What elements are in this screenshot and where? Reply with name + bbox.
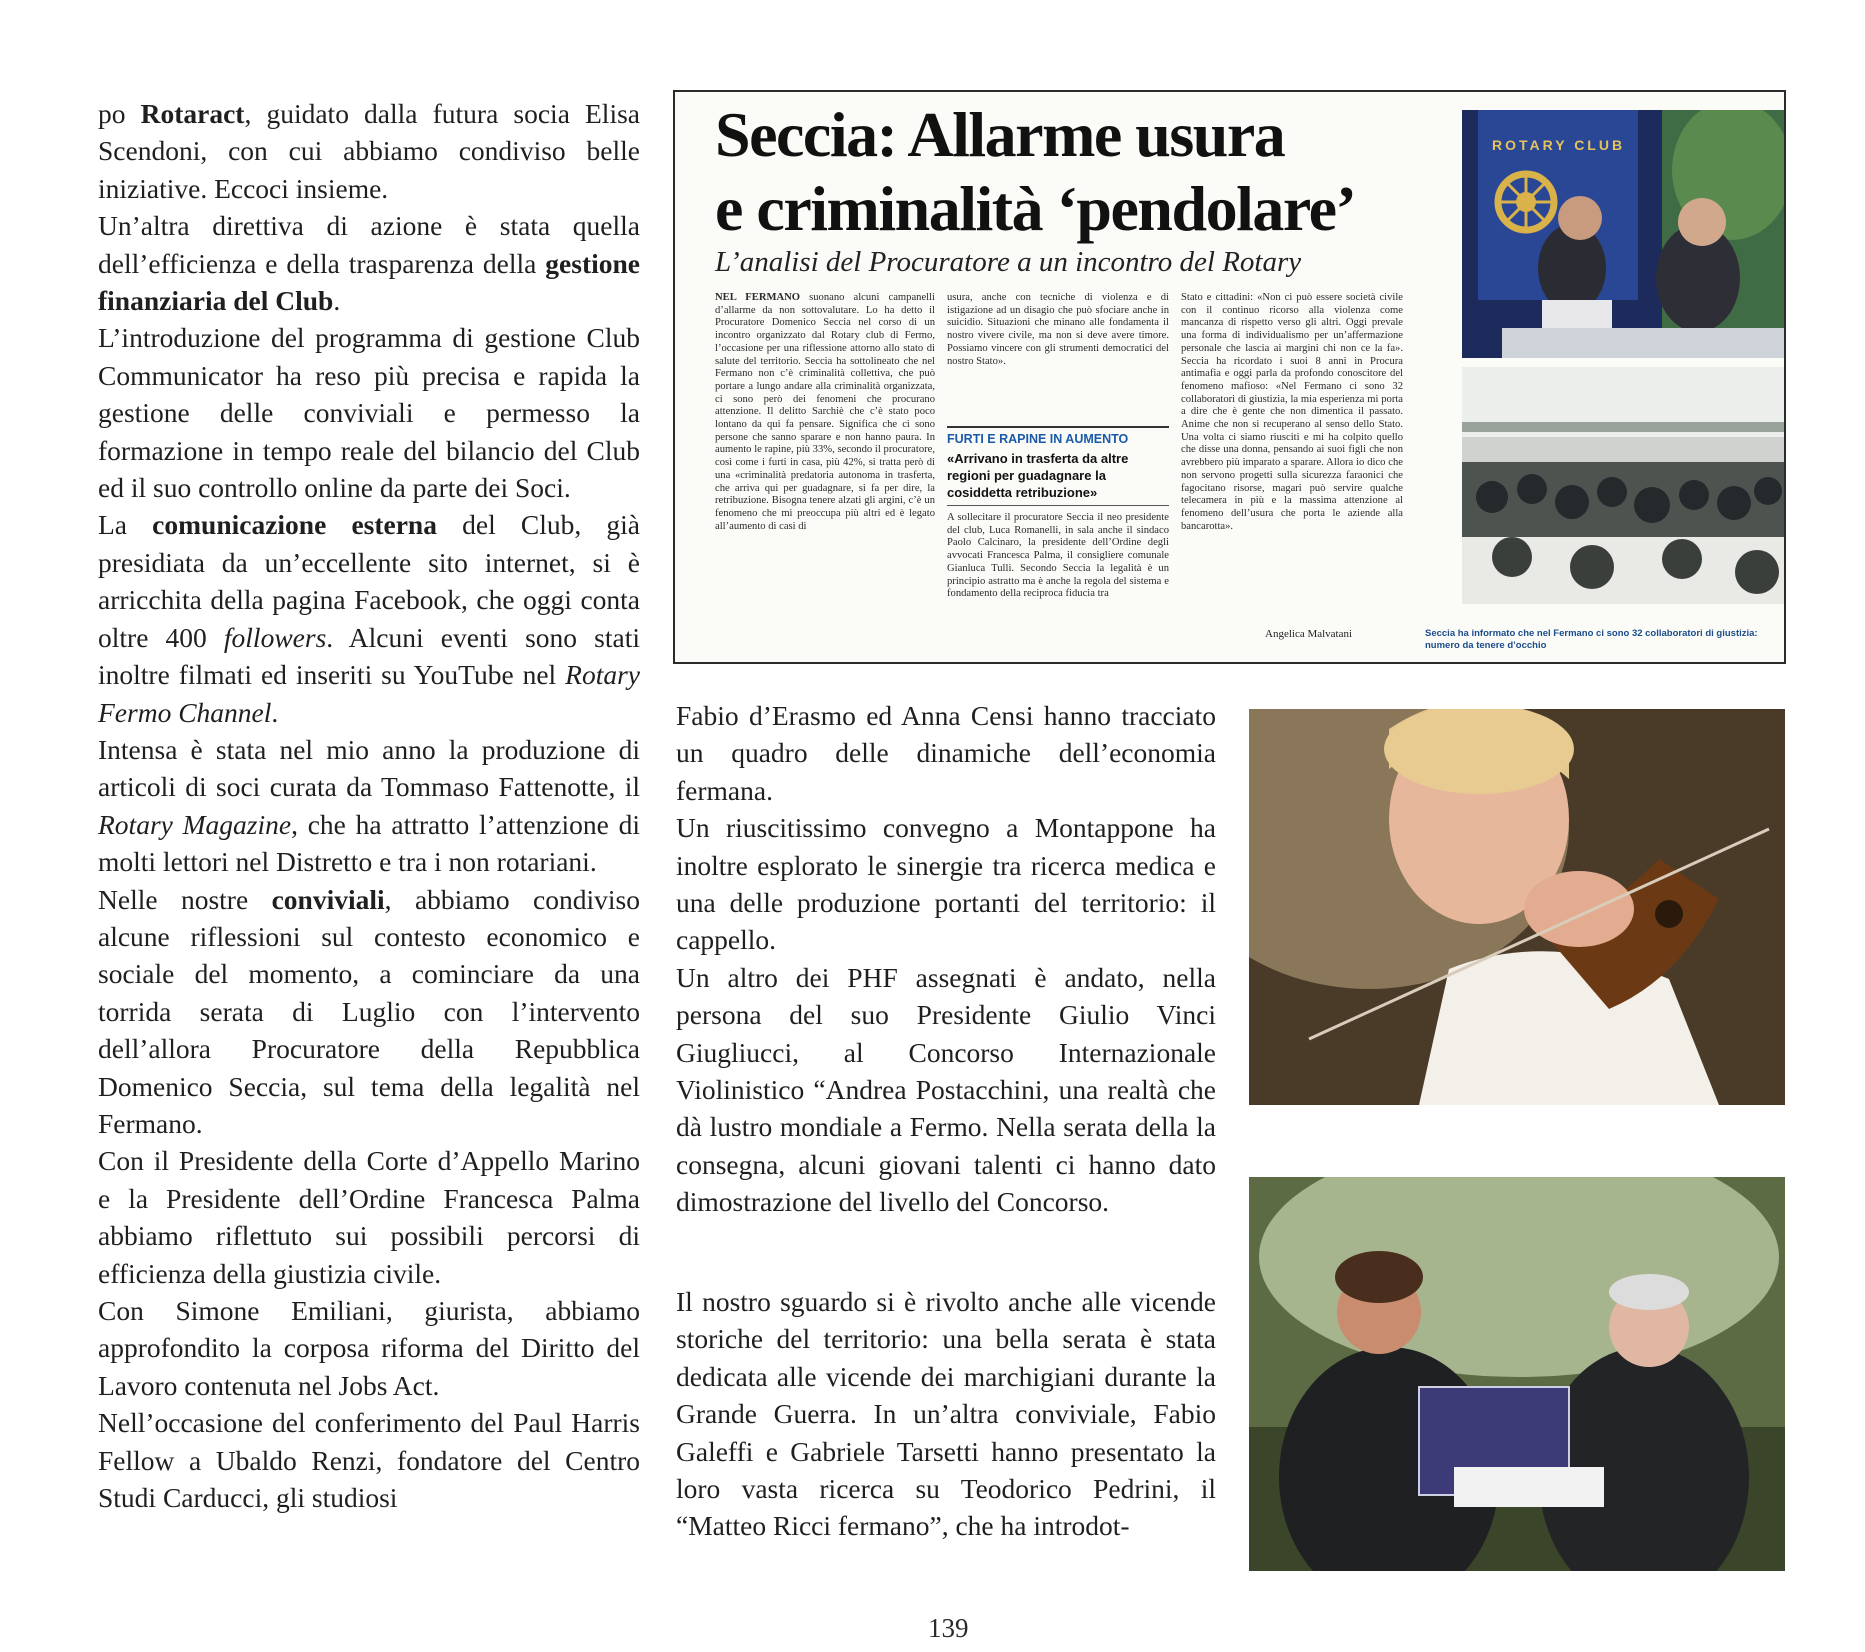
text-run: del Club, già presidiata da un’eccellente sito internet, si è arricchita della pagina Facebook, che oggi conta oltre 400 <box>98 509 640 653</box>
middle-text-column <box>676 697 1216 1221</box>
photo-violinist-art <box>1249 709 1785 1105</box>
divider <box>947 505 1169 506</box>
photo-rotary-art <box>1462 110 1784 358</box>
text-run: , abbiamo condiviso alcune riflessioni sul contesto economico e sociale del momento, a cominciare da una torrida serata di Luglio con l’intervento dell’allora Procuratore della Repubblica Domenico Seccia, sul tema della legalità nel Fermano. <box>98 883 640 1139</box>
text-run: , guidato dalla futura socia Elisa Scendoni, con cui abbiamo condiviso belle iniziative. Eccoci insieme. <box>98 98 640 204</box>
paragraph <box>98 506 640 730</box>
paragraph: Con il Presidente della Corte d’Appello Marino e la Presidente dell’Ordine Francesca Palma abbiamo riflettuto sui possibili percorsi di efficienza della giustizia civile. <box>98 1145 640 1289</box>
paragraph: Fabio d’Erasmo ed Anna Censi hanno tracciato un quadro delle dinamiche dell’economia fermana. <box>676 700 1216 806</box>
clipping-column: usura, anche con tecniche di violenza e di istigazione ad un disagio che può sfociare anche in suicidio. Situazioni che minano alle fondamenta il nostro vivere civile, ma non si deve avere timore. Possiamo vincere con gli strumenti democratici del nostro Stato». <box>947 292 1169 367</box>
text-run: , che ha attratto l’attenzione di molti lettori nel Distretto e tra i non rotariani. <box>98 808 640 878</box>
photo-dinner-art <box>1462 367 1784 604</box>
box-title: «Arrivano in trasferta da altre regioni per guadagnare la cosiddetta retribuzione» <box>947 451 1129 500</box>
box-kicker: FURTI E RAPINE IN AUMENTO <box>947 432 1129 446</box>
headline-line: e criminalità ‘pendolare’ <box>715 173 1356 244</box>
text-run: suonano alcuni campanelli d’allarme da non sottovalutare. Lo ha detto il Procuratore Domenico Seccia nel corso di un incontro organizzato dal Rotary club di Fermo, l’occasione per una riflessione attorno allo stato di salute del territorio. Seccia ha sottolineato che nel Fermano non c’è criminalità collettiva, che può portare a lungo andare alla criminalità organizzata, ci sono però dei fenomeni che procurano attenzione. Il delitto Sarchiè che c’è stato poco lontano da qui fa pensare. Significa che ci sono persone che sanno sparare e non hanno paura. In aumento le rapine, più 33%, secondo il procuratore, così come i furti in casa, più 42%, si tratta però di una «criminalità predatoria autonoma in trasferta, che arriva qui per guadagnare, si fa per dire, la retribuzione. Bisogna tenere alzati gli argini, c’è un fenomeno che mi preoccupa più altri ed è legato all’aumento di casi di <box>715 292 935 532</box>
page-number: 139 <box>928 1613 969 1643</box>
rotary-wheel-icon <box>1498 174 1554 230</box>
paragraph: Un riuscitissimo convegno a Montappone ha inoltre esplorato le sinergie tra ricerca medica e una delle produzione portanti del territorio: il cappello. <box>676 812 1216 956</box>
left-text-column <box>98 95 640 1516</box>
divider <box>947 426 1169 428</box>
lead-words: NEL FERMANO <box>715 292 801 303</box>
paragraph: Un altro dei PHF assegnati è andato, nella persona del suo Presidente Giulio Vinci Giugliucci, al Concorso Internazionale Violinistico “Andrea Postacchini, una realtà che dà lustro mondiale a Fermo. Nella serata della la consegna, alcuni giovani talenti ci hanno dato dimostrazione del livello del Concorso. <box>676 961 1216 1218</box>
paragraph <box>98 95 640 207</box>
italic-term: Rotary Magazine <box>98 808 292 840</box>
text-run: . Alcuni eventi sono stati inoltre filmati ed inseriti su YouTube nel <box>98 621 640 691</box>
text-run: Un’altra direttiva di azione è stata quella dell’efficienza e della trasparenza della <box>98 210 640 279</box>
italic-term: followers <box>223 621 327 653</box>
paragraph: Il nostro sguardo si è rivolto anche alle vicende storiche del territorio: una bella serata è stata dedicata alle vicende dei marchigiani durante la Grande Guerra. In un’altra conviviale, Fabio Galeffi e Gabriele Tarsetti hanno presentato la loro vasta ricerca su Teodorico Pedrini, il “Matteo Ricci fermano”, che ha introdot- <box>676 1286 1216 1542</box>
paragraph <box>98 881 640 1143</box>
text-run: Nelle nostre <box>98 883 272 915</box>
paragraph <box>98 207 640 319</box>
photo-caption: Seccia ha informato che nel Fermano ci sono 32 collaboratori di giustizia: numero da tenere d’occhio <box>1425 628 1758 651</box>
bold-term: gestione finanziaria del Club <box>98 247 640 317</box>
photo-award-ceremony <box>1249 1177 1785 1571</box>
text-run: La <box>98 509 153 541</box>
paragraph: Con Simone Emiliani, giurista, abbiamo approfondito la corposa riforma del Diritto del Lavoro contenuta nel Jobs Act. <box>98 1295 640 1401</box>
text-run: . <box>271 696 279 728</box>
text-run: . <box>333 285 341 317</box>
clipping-column: Stato e cittadini: «Non ci può essere società civile con il continuo ricorso alla violenza come mancanza di rispetto verso gli altri. Oggi prevale una forma di individualismo per un’affermazione personale che lascia ai margini chi non ce la fa». Seccia ha ricordato i suoi 8 anni in Procura antimafia e oggi parla da profondo conoscitore del fenomeno mafioso: «Nel Fermano ci sono 32 collaboratori di giustizia, la mia esperienza mi porta a dire che è gente che non dimentica il passato. Anime che non si recuperano al senso dello Stato. Una volta ci siamo riusciti e mi ha colpito quello che disse una donna, pensando ai suoi figli che non avrebbero più imparato a sparare. Allora io dico che non servono progetti sulla sicurezza faraonici che fagocitano risorse, magari può servire qualche telecamera in più e la massima attenzione al fenomeno dell’usura che porta le aziende alla bancarotta». <box>1181 292 1403 532</box>
clipping-column <box>715 292 935 647</box>
bold-term: Rotaract <box>140 98 245 129</box>
byline: Angelica Malvatani <box>1265 628 1353 640</box>
clipping-subheadline: L’analisi del Procuratore a un incontro del Rotary <box>715 246 1302 278</box>
paragraph <box>98 731 640 881</box>
clipping-column: A sollecitare il procuratore Seccia il neo presidente del club, Luca Romanelli, in sala anche il sindaco Paolo Calcinaro, la presidente dell’Ordine degli avvocati Francesca Palma, il consigliere comunale Gianluca Tulli. Secondo Seccia la legalità è un principio astratto ma è anche la regola del sistema e fondamento della reciproca fiducia tra <box>947 512 1169 600</box>
bold-term: comunicazione esterna <box>152 509 437 541</box>
banner-text: ROTARY CLUB <box>1492 137 1626 153</box>
clipping-headline <box>715 98 1356 246</box>
italic-term: Rotary Fermo Channel <box>98 659 640 728</box>
bold-term: conviviali <box>271 883 385 915</box>
photo-rotary-speakers <box>1462 110 1784 358</box>
paragraph: L’introduzione del programma di gestione Club Communicator ha reso più precisa e rapida la gestione delle conviviali e permesso la formazione in tempo reale del bilancio del Club ed il suo controllo online da parte dei Soci. <box>98 322 640 504</box>
photo-violinist <box>1249 709 1785 1105</box>
headline-line: Seccia: Allarme usura <box>715 99 1285 170</box>
paragraph: Nell’occasione del conferimento del Paul Harris Fellow a Ubaldo Renzi, fondatore del Centro Studi Carducci, gli studiosi <box>98 1407 640 1514</box>
middle-text-column-lower <box>676 1283 1216 1545</box>
text-run: Intensa è stata nel mio anno la produzione di articoli di soci curata da Tommaso Fattenotte, il <box>98 733 640 803</box>
photo-dinner-hall <box>1462 367 1784 604</box>
text-run: po <box>98 98 141 129</box>
photo-award-art <box>1249 1177 1785 1571</box>
